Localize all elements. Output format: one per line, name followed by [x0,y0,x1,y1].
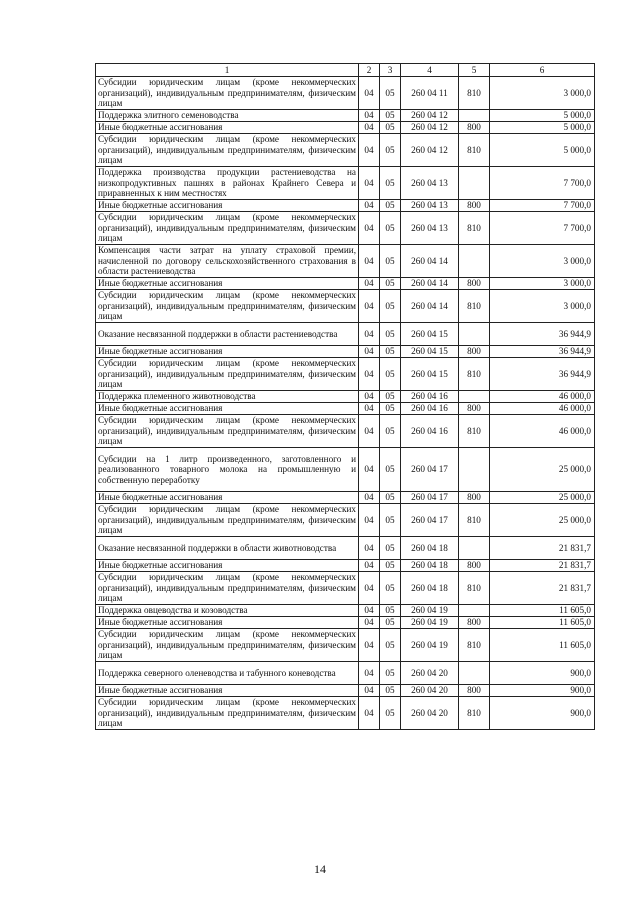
row-amount: 46 000,0 [490,415,595,448]
row-subsection: 05 [380,278,401,290]
row-section: 04 [359,629,380,662]
row-amount: 21 831,7 [490,572,595,605]
table-row [96,504,595,537]
row-amount: 3 000,0 [490,245,595,278]
table-row [96,403,595,415]
row-name: Субсидии юридическим лицам (кроме некоммерческих организаций), индивидуальным предпринимателям, физическим лицам [96,504,359,537]
row-target-article: 260 04 15 [401,358,459,391]
row-name: Поддержка племенного животноводства [96,391,359,403]
row-name: Субсидии юридическим лицам (кроме некоммерческих организаций), индивидуальным предпринимателям, физическим лицам [96,697,359,730]
row-target-article: 260 04 12 [401,134,459,167]
row-expense-type: 810 [459,134,490,167]
row-expense-type: 800 [459,617,490,629]
row-name: Иные бюджетные ассигнования [96,403,359,415]
row-name: Субсидии юридическим лицам (кроме некоммерческих организаций), индивидуальным предпринимателям, физическим лицам [96,358,359,391]
budget-table [95,63,595,730]
row-target-article: 260 04 13 [401,167,459,200]
table-row [96,662,595,685]
row-name: Поддержка овцеводства и козоводства [96,605,359,617]
row-name: Иные бюджетные ассигнования [96,200,359,212]
row-amount: 7 700,0 [490,200,595,212]
row-name: Субсидии на 1 литр произведенного, заготовленного и реализованного товарного молока на промышленную и собственную переработку [96,448,359,492]
row-expense-type: 810 [459,629,490,662]
row-subsection: 05 [380,697,401,730]
row-subsection: 05 [380,77,401,110]
row-name: Иные бюджетные ассигнования [96,617,359,629]
row-target-article: 260 04 11 [401,77,459,110]
row-expense-type: 800 [459,403,490,415]
row-name: Субсидии юридическим лицам (кроме некоммерческих организаций), индивидуальным предпринимателям, физическим лицам [96,415,359,448]
row-subsection: 05 [380,245,401,278]
row-expense-type: 800 [459,560,490,572]
row-target-article: 260 04 12 [401,122,459,134]
header-col-3: 3 [380,64,401,77]
row-expense-type [459,537,490,560]
row-expense-type [459,323,490,346]
row-amount: 900,0 [490,697,595,730]
row-target-article: 260 04 20 [401,685,459,697]
row-subsection: 05 [380,537,401,560]
table-row [96,290,595,323]
row-subsection: 05 [380,358,401,391]
table-body [96,77,595,730]
row-subsection: 05 [380,504,401,537]
row-subsection: 05 [380,605,401,617]
table-row [96,77,595,110]
row-section: 04 [359,492,380,504]
row-target-article: 260 04 19 [401,617,459,629]
row-amount: 36 944,9 [490,358,595,391]
row-amount: 900,0 [490,685,595,697]
table-row [96,560,595,572]
row-expense-type [459,391,490,403]
header-col-5: 5 [459,64,490,77]
table-row [96,110,595,122]
row-section: 04 [359,346,380,358]
row-expense-type: 810 [459,572,490,605]
row-section: 04 [359,605,380,617]
row-amount: 25 000,0 [490,492,595,504]
row-subsection: 05 [380,685,401,697]
header-row [96,64,595,77]
row-subsection: 05 [380,200,401,212]
row-target-article: 260 04 12 [401,110,459,122]
row-subsection: 05 [380,391,401,403]
row-section: 04 [359,662,380,685]
row-target-article: 260 04 17 [401,492,459,504]
row-subsection: 05 [380,448,401,492]
row-section: 04 [359,560,380,572]
row-expense-type [459,110,490,122]
row-amount: 3 000,0 [490,77,595,110]
row-name: Субсидии юридическим лицам (кроме некоммерческих организаций), индивидуальным предпринимателям, физическим лицам [96,629,359,662]
row-amount: 5 000,0 [490,134,595,167]
row-target-article: 260 04 13 [401,212,459,245]
row-expense-type: 800 [459,346,490,358]
table-row [96,572,595,605]
row-subsection: 05 [380,572,401,605]
row-expense-type [459,448,490,492]
row-target-article: 260 04 20 [401,662,459,685]
row-amount: 5 000,0 [490,110,595,122]
table-row [96,617,595,629]
row-amount: 11 605,0 [490,617,595,629]
row-target-article: 260 04 15 [401,323,459,346]
row-amount: 36 944,9 [490,346,595,358]
row-name: Оказание несвязанной поддержки в области животноводства [96,537,359,560]
row-amount: 25 000,0 [490,448,595,492]
row-amount: 46 000,0 [490,391,595,403]
row-target-article: 260 04 17 [401,448,459,492]
row-expense-type: 810 [459,504,490,537]
row-amount: 900,0 [490,662,595,685]
table-row [96,212,595,245]
row-name: Иные бюджетные ассигнования [96,346,359,358]
row-name: Иные бюджетные ассигнования [96,560,359,572]
row-target-article: 260 04 19 [401,605,459,617]
row-name: Иные бюджетные ассигнования [96,278,359,290]
row-target-article: 260 04 14 [401,245,459,278]
row-subsection: 05 [380,403,401,415]
row-subsection: 05 [380,662,401,685]
table-row [96,346,595,358]
row-expense-type: 810 [459,77,490,110]
row-name: Субсидии юридическим лицам (кроме некоммерческих организаций), индивидуальным предпринимателям, физическим лицам [96,77,359,110]
row-section: 04 [359,77,380,110]
row-subsection: 05 [380,346,401,358]
row-amount: 36 944,9 [490,323,595,346]
row-subsection: 05 [380,122,401,134]
table-row [96,167,595,200]
row-section: 04 [359,617,380,629]
row-name: Поддержка элитного семеноводства [96,110,359,122]
row-name: Поддержка производства продукции растениеводства на низкопродуктивных пашнях в районах Крайнего Севера и приравненных к ним местностях [96,167,359,200]
row-subsection: 05 [380,492,401,504]
row-expense-type [459,605,490,617]
row-subsection: 05 [380,629,401,662]
row-subsection: 05 [380,212,401,245]
row-target-article: 260 04 13 [401,200,459,212]
row-target-article: 260 04 14 [401,278,459,290]
row-expense-type [459,662,490,685]
row-target-article: 260 04 18 [401,572,459,605]
row-section: 04 [359,245,380,278]
row-amount: 21 831,7 [490,560,595,572]
row-amount: 3 000,0 [490,278,595,290]
row-expense-type: 800 [459,200,490,212]
row-section: 04 [359,448,380,492]
row-subsection: 05 [380,167,401,200]
row-subsection: 05 [380,110,401,122]
header-col-6: 6 [490,64,595,77]
row-amount: 21 831,7 [490,537,595,560]
page-number: 14 [314,862,326,876]
row-expense-type [459,245,490,278]
row-target-article: 260 04 19 [401,629,459,662]
row-target-article: 260 04 14 [401,290,459,323]
row-amount: 5 000,0 [490,122,595,134]
row-section: 04 [359,504,380,537]
row-name: Поддержка северного оленеводства и табунного коневодства [96,662,359,685]
row-name: Субсидии юридическим лицам (кроме некоммерческих организаций), индивидуальным предпринимателям, физическим лицам [96,290,359,323]
header-col-4: 4 [401,64,459,77]
row-subsection: 05 [380,415,401,448]
table-row [96,122,595,134]
row-expense-type: 800 [459,492,490,504]
row-section: 04 [359,134,380,167]
row-section: 04 [359,200,380,212]
header-col-1: 1 [96,64,359,77]
row-section: 04 [359,290,380,323]
row-section: 04 [359,122,380,134]
header-col-2: 2 [359,64,380,77]
row-section: 04 [359,212,380,245]
row-expense-type: 810 [459,212,490,245]
row-expense-type: 810 [459,358,490,391]
row-expense-type: 810 [459,415,490,448]
row-expense-type: 810 [459,290,490,323]
row-subsection: 05 [380,617,401,629]
row-amount: 46 000,0 [490,403,595,415]
row-subsection: 05 [380,323,401,346]
row-section: 04 [359,572,380,605]
row-expense-type: 810 [459,697,490,730]
row-section: 04 [359,167,380,200]
row-amount: 25 000,0 [490,504,595,537]
row-subsection: 05 [380,290,401,323]
row-expense-type: 800 [459,278,490,290]
row-section: 04 [359,278,380,290]
table-row [96,245,595,278]
table-row [96,537,595,560]
table-row [96,391,595,403]
row-name: Оказание несвязанной поддержки в области растениеводства [96,323,359,346]
table-row [96,358,595,391]
row-amount: 11 605,0 [490,605,595,617]
row-section: 04 [359,403,380,415]
row-target-article: 260 04 17 [401,504,459,537]
row-section: 04 [359,358,380,391]
row-name: Субсидии юридическим лицам (кроме некоммерческих организаций), индивидуальным предпринимателям, физическим лицам [96,212,359,245]
row-subsection: 05 [380,560,401,572]
table-row [96,685,595,697]
row-amount: 11 605,0 [490,629,595,662]
row-amount: 7 700,0 [490,167,595,200]
row-amount: 3 000,0 [490,290,595,323]
row-subsection: 05 [380,134,401,167]
row-name: Субсидии юридическим лицам (кроме некоммерческих организаций), индивидуальным предпринимателям, физическим лицам [96,134,359,167]
table-row [96,278,595,290]
row-name: Компенсация части затрат на уплату страховой премии, начисленной по договору сельскохозяйственного страхования в области растениеводства [96,245,359,278]
row-amount: 7 700,0 [490,212,595,245]
row-target-article: 260 04 16 [401,415,459,448]
table-row [96,629,595,662]
row-target-article: 260 04 16 [401,391,459,403]
row-section: 04 [359,415,380,448]
row-target-article: 260 04 15 [401,346,459,358]
table-row [96,492,595,504]
table-row [96,448,595,492]
row-section: 04 [359,323,380,346]
row-name: Иные бюджетные ассигнования [96,492,359,504]
table-row [96,134,595,167]
row-expense-type: 800 [459,122,490,134]
row-section: 04 [359,537,380,560]
row-target-article: 260 04 16 [401,403,459,415]
row-section: 04 [359,391,380,403]
row-section: 04 [359,685,380,697]
table-row [96,200,595,212]
table-row [96,605,595,617]
table-row [96,323,595,346]
row-target-article: 260 04 18 [401,560,459,572]
table-row [96,415,595,448]
row-name: Иные бюджетные ассигнования [96,122,359,134]
row-expense-type: 800 [459,685,490,697]
table-row [96,697,595,730]
row-section: 04 [359,110,380,122]
row-expense-type [459,167,490,200]
table-header [96,64,595,77]
row-target-article: 260 04 18 [401,537,459,560]
row-name: Субсидии юридическим лицам (кроме некоммерческих организаций), индивидуальным предпринимателям, физическим лицам [96,572,359,605]
row-section: 04 [359,697,380,730]
row-name: Иные бюджетные ассигнования [96,685,359,697]
row-target-article: 260 04 20 [401,697,459,730]
